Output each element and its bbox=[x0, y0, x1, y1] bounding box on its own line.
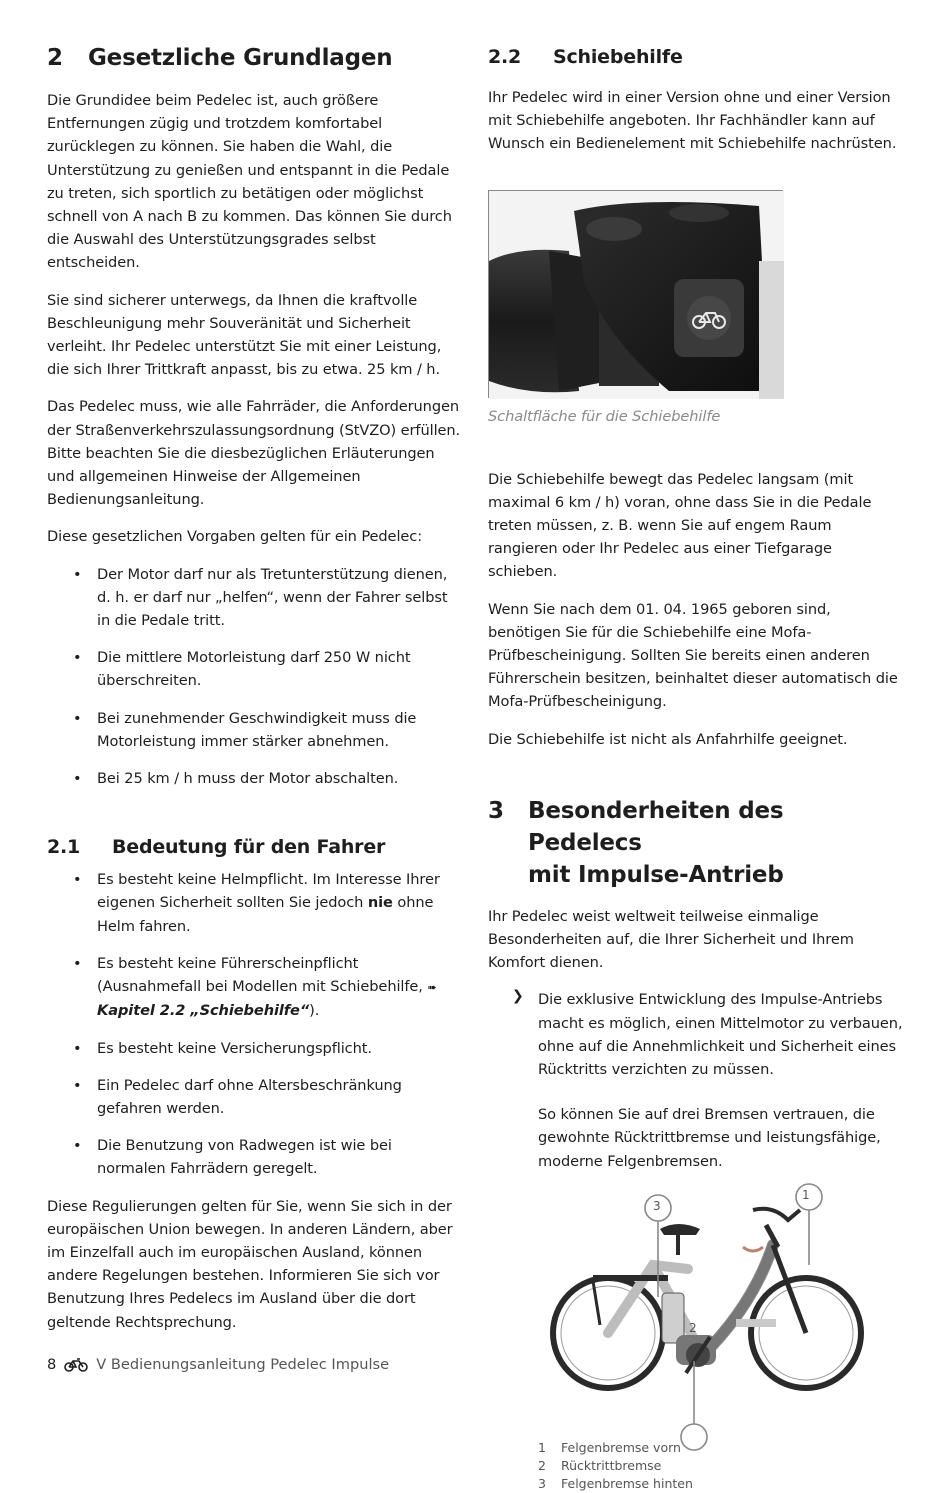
paragraph: Die Grundidee beim Pedelec ist, auch größere Entfernungen zügig und trotzdem komfortabel zurücklegen zu können. Sie haben die Wahl, die Unterstützung zu genießen und entspannt in die Pedale zu treten, sich sportlich zu betätigen oder möglichst schnell von A nach B zu kommen. Das können Sie durch die Auswahl des Unterstützungsgrades selbst entscheiden. bbox=[47, 92, 452, 272]
callout-3: 3 bbox=[653, 1198, 661, 1213]
section-2-heading bbox=[47, 42, 463, 74]
callout-1: 1 bbox=[802, 1187, 810, 1202]
driver-list bbox=[47, 868, 463, 1180]
arrow-icon: ➠ bbox=[427, 981, 437, 995]
list-item: • Es besteht keine Versicherungspflicht. bbox=[73, 1039, 372, 1057]
paragraph: Sie sind sicherer unterwegs, da Ihnen die kraftvolle Beschleunigung mehr Souveränität und Sicherheit verleiht. Ihr Pedelec unterstützt Sie mit einer Leistung, die sich Ihrer Trittkraft anpasst, bis zu etwa. 25 km / h. bbox=[47, 291, 442, 379]
list-item: • Ein Pedelec darf ohne Altersbeschränkung gefahren werden. bbox=[73, 1076, 402, 1117]
handlebar-control-illustration bbox=[489, 191, 784, 399]
legend-item: 2 Rücktrittbremse bbox=[538, 1457, 662, 1473]
left-column bbox=[47, 40, 463, 1334]
legend-item: 1 Felgenbremse vorn bbox=[538, 1439, 681, 1455]
list-item: • Die Benutzung von Radwegen ist wie bei normalen Fahrrädern geregelt. bbox=[73, 1137, 392, 1178]
feature-text: Die exklusive Entwicklung des Impulse-Antriebs macht es möglich, einen Mittelmotor zu verbauen, ohne auf die Annehmlichkeit und Sicherheit eines Rücktritts verzichten zu müssen. bbox=[538, 991, 903, 1079]
photo-caption: Schaltfläche für die Schiebehilfe bbox=[488, 407, 721, 425]
list-item: • Die mittlere Motorleistung darf 250 W nicht überschreiten. bbox=[73, 649, 411, 690]
paragraph: Diese gesetzlichen Vorgaben gelten für ein Pedelec: bbox=[47, 528, 423, 546]
list-item: • Der Motor darf nur als Tretunterstützung dienen, d. h. er darf nur „helfen“, wenn der Fahrer selbst in die Pedale tritt. bbox=[73, 565, 448, 630]
figure-legend bbox=[538, 1439, 904, 1493]
page-footer bbox=[47, 1356, 389, 1373]
bicycle-figure bbox=[538, 1185, 828, 1435]
chapter-link[interactable]: Kapitel 2.2 „Schiebehilfe“ bbox=[97, 1002, 310, 1020]
section-title-line: Besonderheiten des Pedelecs bbox=[528, 797, 784, 856]
list-item: • Bei 25 km / h muss der Motor abschalten. bbox=[73, 770, 399, 788]
requirements-list bbox=[47, 563, 463, 791]
right-column bbox=[488, 40, 904, 1493]
section-title: Schiebehilfe bbox=[553, 46, 683, 68]
section-number: 2 bbox=[47, 45, 63, 71]
page-number: 8 bbox=[47, 1356, 57, 1373]
section-title: Gesetzliche Grundlagen bbox=[88, 45, 393, 71]
section-2-2-heading bbox=[488, 44, 904, 70]
section-number: 2.2 bbox=[488, 46, 522, 68]
section-title: Bedeutung für den Fahrer bbox=[112, 836, 386, 859]
section-2-1-heading bbox=[47, 834, 463, 860]
section-number: 3 bbox=[488, 797, 504, 824]
paragraph: Die Schiebehilfe bewegt das Pedelec langsam (mit maximal 6 km / h) voran, ohne dass Sie in die Pedale treten müssen, z. B. wenn Sie auf engem Raum rangieren oder Ihr Pedelec aus einer Tiefgarage schieben. bbox=[488, 470, 872, 581]
legend-item: 3 Felgenbremse hinten bbox=[538, 1475, 693, 1491]
section-number: 2.1 bbox=[47, 836, 81, 859]
paragraph: Die Schiebehilfe ist nicht als Anfahrhilfe geeignet. bbox=[488, 730, 848, 748]
feature-text: So können Sie auf drei Bremsen vertrauen, die gewohnte Rücktrittbremse und leistungsfähige, moderne Felgenbremsen. bbox=[538, 1106, 881, 1170]
feature-item bbox=[488, 988, 904, 1172]
paragraph: Diese Regulierungen gelten für Sie, wenn Sie sich in der europäischen Union bewegen. In anderen Ländern, aber im Einzelfall auch im europäischen Ausland, können andere Regelungen bestehen. Informieren Sie sich vor Benutzung Ihres Pedelecs im Ausland über die dort geltende Rechtsprechung. bbox=[47, 1197, 453, 1331]
callout-lines bbox=[538, 1185, 828, 1435]
list-item: • Es besteht keine Führerscheinpflicht (Ausnahmefall bei Modellen mit Schiebehilfe, ➠ Kapitel 2.2 „Schiebehilfe“). bbox=[73, 954, 437, 1020]
list-item: • Bei zunehmender Geschwindigkeit muss die Motorleistung immer stärker abnehmen. bbox=[73, 709, 417, 750]
callout-2: 2 bbox=[689, 1321, 697, 1335]
section-3-heading bbox=[488, 795, 904, 891]
bicycle-icon bbox=[64, 1358, 88, 1372]
chevron-right-icon: ❯ bbox=[512, 988, 524, 1005]
paragraph: Wenn Sie nach dem 01. 04. 1965 geboren sind, benötigen Sie für die Schiebehilfe eine Mofa-Prüfbescheinigung. Sollten Sie bereits einen anderen Führerschein besitzen, beinhaltet dieser automatisch die Mofa-Prüfbescheinigung. bbox=[488, 600, 898, 711]
paragraph: Das Pedelec muss, wie alle Fahrräder, die Anforderungen der Straßenverkehrszulassungsordnung (StVZO) erfüllen. Bitte beachten Sie die diesbezüglichen Erläuterungen und allgemeinen Hinweise der Allgemeinen Bedienungsanleitung. bbox=[47, 398, 461, 509]
footer-title: V Bedienungsanleitung Pedelec Impulse bbox=[96, 1356, 390, 1373]
list-item: • Es besteht keine Helmpflicht. Im Interesse Ihrer eigenen Sicherheit sollten Sie jedoch nie ohne Helm fahren. bbox=[73, 871, 440, 935]
push-assist-button-photo bbox=[488, 190, 783, 398]
paragraph: Ihr Pedelec wird in einer Version ohne und einer Version mit Schiebehilfe angeboten. Ihr Fachhändler kann auf Wunsch ein Bedienelement mit Schiebehilfe nachrüsten. bbox=[488, 89, 897, 153]
paragraph: Ihr Pedelec weist weltweit teilweise einmalige Besonderheiten auf, die Ihrer Sicherheit und Ihrem Komfort dienen. bbox=[488, 907, 854, 972]
section-title-line: mit Impulse-Antrieb bbox=[528, 861, 784, 888]
